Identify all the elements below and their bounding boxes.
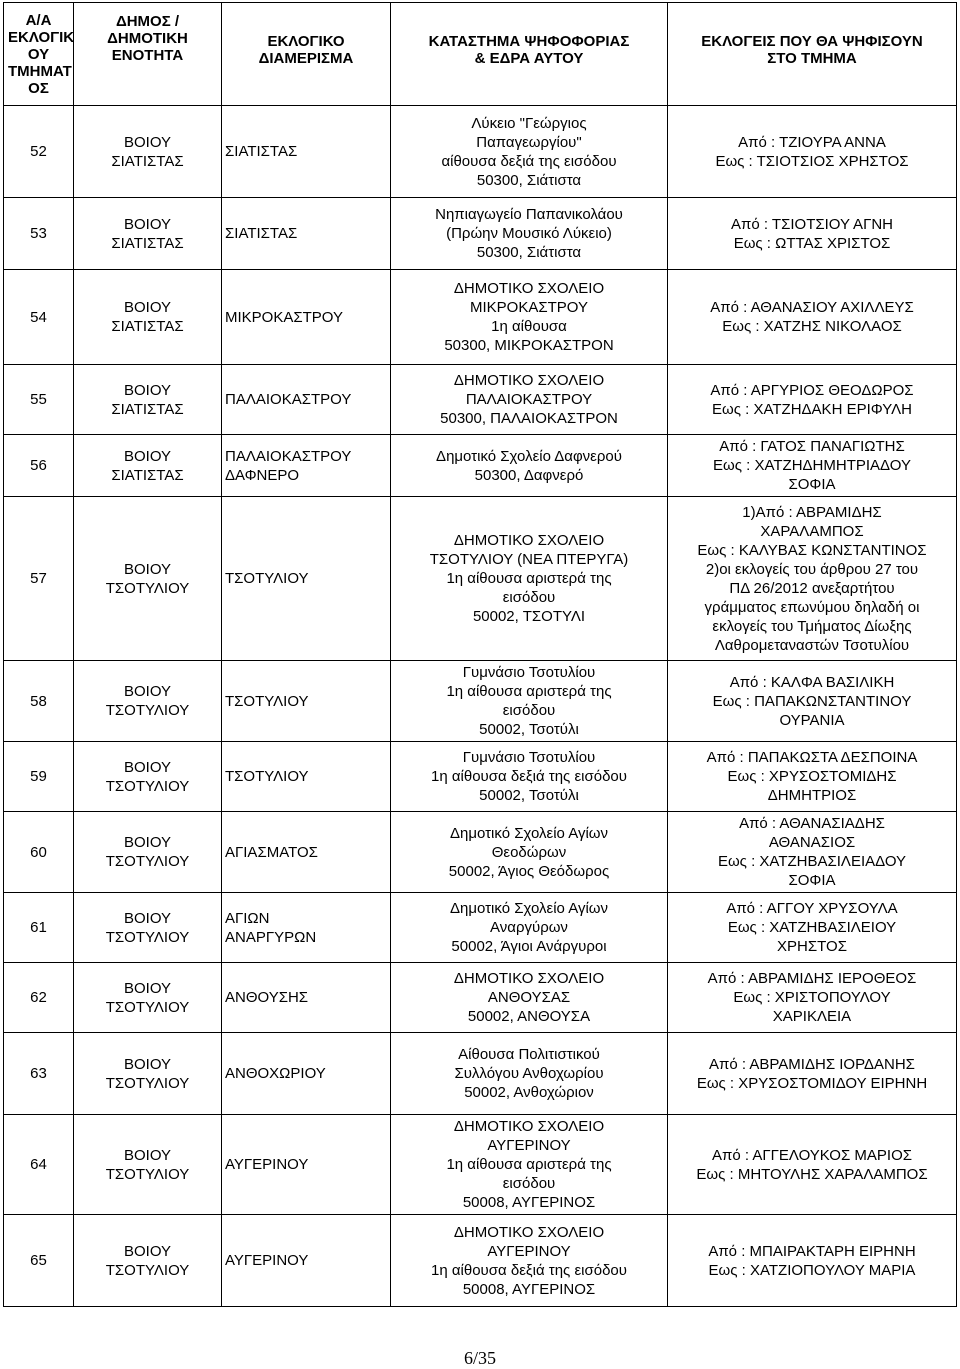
municipality-cell-line: ΣΙΑΤΙΣΤΑΣ	[111, 318, 184, 335]
district-cell	[222, 1115, 391, 1215]
store-cell	[391, 365, 668, 435]
district-cell-line: ΣΙΑΤΙΣΤΑΣ	[225, 143, 298, 160]
store-cell-line: Δημοτικό Σχολείο Δαφνερού	[436, 447, 622, 465]
voters-cell-line: Εως : ΧΑΤΖΗΔΑΚΗ ΕΡΙΦΥΛΗ	[712, 400, 912, 418]
store-cell-line: 1η αίθουσα δεξιά της εισόδου	[431, 1261, 627, 1279]
voters-cell-line: 1)Από : ΑΒΡΑΜΙΔΗΣ	[742, 503, 882, 521]
voters-cell-line: Εως : ΧΡΥΣΟΣΤΟΜΙΔΗΣ	[727, 768, 897, 785]
table-header-row	[4, 3, 957, 106]
municipality-cell-line: ΤΣΟΤΥΛΙΟΥ	[105, 579, 190, 597]
store-cell-line: ΔΗΜΟΤΙΚΟ ΣΧΟΛΕΙΟ	[453, 280, 605, 297]
voters-cell	[668, 198, 957, 270]
aa-cell: 54	[4, 270, 74, 365]
municipality-cell-line: ΤΣΟΤΥΛΙΟΥ	[105, 998, 190, 1016]
store-cell	[391, 963, 668, 1033]
municipality-cell	[74, 1215, 222, 1307]
voters-cell-line: Εως : ΚΑΛΥΒΑΣ ΚΩΝΣΤΑΝΤΙΝΟΣ	[697, 541, 927, 559]
voters-cell	[668, 1215, 957, 1307]
store-cell-line: ΤΣΟΤΥΛΙΟΥ (ΝΕΑ ΠΤΕΡΥΓΑ)	[429, 551, 629, 568]
store-cell-line: ΑΥΓΕΡΙΝΟΥ	[487, 1137, 571, 1154]
aa-cell: 64	[4, 1115, 74, 1215]
voters-cell	[668, 742, 957, 812]
store-cell-line: Δημοτικό Σχολείο Αγίων	[450, 824, 608, 842]
voters-cell-line: Από : ΤΣΙΟΤΣΙΟΥ ΑΓΝΗ	[731, 215, 893, 233]
store-cell-line: εισόδου	[502, 1175, 556, 1192]
voters-cell-line: Από : ΑΡΓΥΡΙΟΣ ΘΕΟΔΩΡΟΣ	[710, 381, 914, 399]
voters-cell-line: Εως : ΧΑΤΖΗΣ ΝΙΚΟΛΑΟΣ	[722, 318, 902, 335]
store-cell-line: 50002, Τσοτύλι	[479, 721, 579, 738]
district-cell	[222, 497, 391, 661]
aa-cell: 55	[4, 365, 74, 435]
aa-cell: 60	[4, 812, 74, 893]
district-cell-line: ΑΝΑΡΓΥΡΩΝ	[225, 928, 317, 946]
district-cell-line: ΑΝΘΟΧΩΡΙΟΥ	[225, 1065, 326, 1082]
municipality-cell	[74, 270, 222, 365]
store-cell	[391, 1115, 668, 1215]
district-cell-line: ΑΥΓΕΡΙΝΟΥ	[225, 1156, 309, 1173]
municipality-cell	[74, 963, 222, 1033]
store-cell-line: 50300, Σιάτιστα	[476, 171, 582, 189]
municipality-cell	[74, 812, 222, 893]
header-aa: Α/Α ΕΚΛΟΓΙΚ ΟΥ ΤΜΗΜΑΤ ΟΣ	[4, 3, 74, 106]
district-cell	[222, 365, 391, 435]
aa-cell: 58	[4, 661, 74, 742]
voters-cell-line: Από : ΜΠΑΙΡΑΚΤΑΡΗ ΕΙΡΗΝΗ	[708, 1242, 916, 1260]
district-cell	[222, 661, 391, 742]
page-number: 6/35	[463, 1348, 496, 1368]
table-row	[4, 1215, 957, 1307]
district-cell	[222, 812, 391, 893]
aa-cell: 59	[4, 742, 74, 812]
header-municipality: ΔΗΜΟΣ / ΔΗΜΟΤΙΚΗ ΕΝΟΤΗΤΑ	[74, 3, 222, 106]
municipality-cell-line: ΒΟΙΟΥ	[123, 1055, 172, 1073]
voters-cell	[668, 435, 957, 497]
municipality-cell	[74, 1033, 222, 1115]
district-cell-line: ΜΙΚΡΟΚΑΣΤΡΟΥ	[225, 308, 343, 326]
district-cell-line: ΑΝΘΟΥΣΗΣ	[225, 989, 309, 1006]
municipality-cell-line: ΒΟΙΟΥ	[123, 133, 172, 151]
table-row	[4, 742, 957, 812]
table-row	[4, 963, 957, 1033]
voters-cell-line: Εως : ΧΡΥΣΟΣΤΟΜΙΔΟΥ ΕΙΡΗΝΗ	[696, 1074, 928, 1092]
store-cell-line: Θεοδώρων	[491, 843, 567, 861]
voters-cell-line: ΣΟΦΙΑ	[788, 476, 836, 493]
voters-cell-line: Εως : ΜΗΤΟΥΛΗΣ ΧΑΡΑΛΑΜΠΟΣ	[696, 1165, 928, 1183]
store-cell	[391, 1215, 668, 1307]
store-cell-line: ΔΗΜΟΤΙΚΟ ΣΧΟΛΕΙΟ	[453, 1223, 605, 1241]
store-cell-line: Συλλόγου Ανθοχωρίου	[454, 1065, 604, 1082]
voters-cell	[668, 497, 957, 661]
aa-cell: 65	[4, 1215, 74, 1307]
municipality-cell	[74, 106, 222, 198]
municipality-cell-line: ΣΙΑΤΙΣΤΑΣ	[111, 234, 184, 252]
voters-cell	[668, 106, 957, 198]
store-cell-line: ΔΗΜΟΤΙΚΟ ΣΧΟΛΕΙΟ	[453, 1118, 605, 1135]
voters-cell-line: Εως : ΤΣΙΟΤΣΙΟΣ ΧΡΗΣΤΟΣ	[715, 152, 909, 170]
municipality-cell-line: ΣΙΑΤΙΣΤΑΣ	[111, 400, 184, 418]
municipality-cell	[74, 661, 222, 742]
header-district: ΕΚΛΟΓΙΚΟ ΔΙΑΜΕΡΙΣΜΑ	[222, 3, 391, 106]
store-cell-line: 50300, ΜΙΚΡΟΚΑΣΤΡΟΝ	[444, 337, 614, 354]
store-cell-line: ΜΙΚΡΟΚΑΣΤΡΟΥ	[470, 299, 588, 316]
aa-cell: 62	[4, 963, 74, 1033]
voters-cell	[668, 812, 957, 893]
municipality-cell-line: ΒΟΙΟΥ	[123, 909, 172, 927]
district-cell-line: ΠΑΛΑΙΟΚΑΣΤΡΟΥ	[225, 447, 352, 465]
store-cell-line: ΔΗΜΟΤΙΚΟ ΣΧΟΛΕΙΟ	[453, 532, 605, 549]
municipality-cell-line: ΒΟΙΟΥ	[123, 447, 172, 465]
store-cell-line: ΠΑΛΑΙΟΚΑΣΤΡΟΥ	[465, 391, 593, 408]
voters-cell-line: ΧΑΡΑΛΑΜΠΟΣ	[760, 522, 864, 540]
voters-cell-line: Από : ΑΓΓΕΛΟΥΚΟΣ ΜΑΡΙΟΣ	[711, 1146, 913, 1164]
district-cell	[222, 1033, 391, 1115]
municipality-cell-line: ΤΣΟΤΥΛΙΟΥ	[105, 1261, 190, 1279]
store-cell-line: 50008, ΑΥΓΕΡΙΝΟΣ	[462, 1194, 596, 1211]
store-cell	[391, 661, 668, 742]
store-cell-line: 50300, Σιάτιστα	[476, 244, 582, 261]
municipality-cell-line: ΒΟΙΟΥ	[123, 979, 172, 997]
store-cell-line: Γυμνάσιο Τσοτυλίου	[462, 664, 596, 681]
store-cell-line: 50002, Τσοτύλι	[479, 787, 579, 804]
store-cell-line: 50300, Δαφνερό	[474, 466, 584, 484]
district-cell-line: ΤΣΟΤΥΛΙΟΥ	[225, 570, 309, 587]
municipality-cell	[74, 1115, 222, 1215]
aa-cell: 56	[4, 435, 74, 497]
store-cell-line: Παπαγεωργίου"	[476, 133, 582, 151]
store-cell-line: εισόδου	[502, 702, 556, 719]
municipality-cell-line: ΒΟΙΟΥ	[123, 299, 172, 316]
voters-cell-line: Εως : ΧΑΤΖΗΔΗΜΗΤΡΙΑΔΟΥ	[713, 457, 911, 474]
store-cell-line: 50002, ΑΝΘΟΥΣΑ	[467, 1008, 591, 1025]
municipality-cell-line: ΒΟΙΟΥ	[123, 834, 172, 851]
aa-cell: 53	[4, 198, 74, 270]
store-cell-line: ΑΝΘΟΥΣΑΣ	[487, 989, 571, 1006]
district-cell	[222, 1215, 391, 1307]
voters-cell-line: Εως : ΧΡΙΣΤΟΠΟΥΛΟΥ	[733, 989, 891, 1006]
voters-cell-line: Από : ΚΑΛΦΑ ΒΑΣΙΛΙΚΗ	[729, 673, 895, 691]
municipality-cell	[74, 435, 222, 497]
municipality-cell-line: ΤΣΟΤΥΛΙΟΥ	[105, 1074, 190, 1092]
municipality-cell-line: ΤΣΟΤΥΛΙΟΥ	[105, 1165, 190, 1183]
table-row	[4, 893, 957, 963]
municipality-cell-line: ΒΟΙΟΥ	[123, 1242, 172, 1260]
store-cell-line: Αίθουσα Πολιτιστικού	[458, 1046, 600, 1063]
store-cell-line: Νηπιαγωγείο Παπανικολάου	[435, 206, 623, 223]
municipality-cell	[74, 742, 222, 812]
voters-cell-line: 2)οι εκλογείς του άρθρου 27 του	[705, 560, 919, 578]
voters-cell-line: Εως : ΩΤΤΑΣ ΧΡΙΣΤΟΣ	[733, 234, 891, 252]
store-cell-line: αίθουσα δεξιά της εισόδου	[441, 152, 617, 170]
voters-cell-line: ΑΘΑΝΑΣΙΟΣ	[768, 834, 856, 851]
voters-cell	[668, 365, 957, 435]
voters-cell-line: Από : ΑΒΡΑΜΙΔΗΣ ΙΕΡΟΘΕΟΣ	[707, 970, 917, 987]
district-cell	[222, 963, 391, 1033]
table-row	[4, 365, 957, 435]
table-row	[4, 661, 957, 742]
store-cell-line: Γυμνάσιο Τσοτυλίου	[462, 749, 596, 766]
voters-cell-line: Από : ΠΑΠΑΚΩΣΤΑ ΔΕΣΠΟΙΝΑ	[706, 749, 918, 766]
district-cell-line: ΤΣΟΤΥΛΙΟΥ	[225, 768, 309, 785]
municipality-cell-line: ΤΣΟΤΥΛΙΟΥ	[105, 928, 190, 946]
table-body	[4, 106, 957, 1307]
table-row	[4, 1115, 957, 1215]
district-cell	[222, 106, 391, 198]
store-cell	[391, 812, 668, 893]
district-cell	[222, 435, 391, 497]
voters-cell-line: ΧΑΡΙΚΛΕΙΑ	[772, 1008, 852, 1025]
voters-cell-line: ΠΔ 26/2012 ανεξαρτήτου	[729, 579, 895, 597]
municipality-cell	[74, 893, 222, 963]
district-cell	[222, 198, 391, 270]
store-cell-line: 1η αίθουσα	[491, 318, 567, 335]
store-cell-line: 50002, Άγιοι Ανάργυροι	[451, 938, 607, 955]
store-cell-line: 50002, Ανθοχώριον	[464, 1084, 594, 1101]
store-cell-line: Λύκειο "Γεώργιος	[471, 114, 587, 132]
municipality-cell-line: ΤΣΟΤΥΛΙΟΥ	[105, 777, 190, 795]
store-cell-line: 50002, ΤΣΟΤΥΛΙ	[472, 608, 586, 625]
district-cell-line: ΑΥΓΕΡΙΝΟΥ	[225, 1252, 309, 1269]
voters-cell-line: ΧΡΗΣΤΟΣ	[777, 938, 847, 955]
municipality-cell-line: ΤΣΟΤΥΛΙΟΥ	[105, 853, 190, 870]
municipality-cell	[74, 365, 222, 435]
header-store: ΚΑΤΑΣΤΗΜΑ ΨΗΦΟΦΟΡΙΑΣ & ΕΔΡΑ ΑΥΤΟΥ	[391, 3, 668, 106]
voters-cell-line: ΟΥΡΑΝΙΑ	[779, 711, 845, 729]
voters-cell	[668, 893, 957, 963]
store-cell-line: 1η αίθουσα αριστερά της	[446, 1156, 612, 1173]
store-cell	[391, 270, 668, 365]
voters-cell-line: Από : ΤΖΙΟΥΡΑ ΑΝΝΑ	[738, 133, 886, 151]
table-row	[4, 812, 957, 893]
municipality-cell-line: ΒΟΙΟΥ	[123, 381, 172, 399]
aa-cell: 57	[4, 497, 74, 661]
voters-cell-line: ΔΗΜΗΤΡΙΟΣ	[767, 787, 857, 804]
store-cell-line: Δημοτικό Σχολείο Αγίων	[450, 900, 608, 917]
table-row	[4, 106, 957, 198]
district-cell-line: ΔΑΦΝΕΡΟ	[225, 466, 300, 484]
voters-cell-line: Από : ΑΓΓΟΥ ΧΡΥΣΟΥΛΑ	[726, 900, 898, 917]
header-voters: ΕΚΛΟΓΕΙΣ ΠΟΥ ΘΑ ΨΗΦΙΣΟΥΝ ΣΤΟ ΤΜΗΜΑ	[668, 3, 957, 106]
district-cell	[222, 742, 391, 812]
table-row	[4, 198, 957, 270]
store-cell	[391, 497, 668, 661]
store-cell-line: 1η αίθουσα δεξιά της εισόδου	[431, 768, 627, 785]
voters-cell-line: Εως : ΧΑΤΖΗΒΑΣΙΛΕΙΟΥ	[727, 919, 897, 936]
voters-cell	[668, 661, 957, 742]
voters-cell-line: γράμματος επωνύμου δηλαδή οι	[704, 598, 920, 616]
municipality-cell-line: ΒΟΙΟΥ	[123, 683, 172, 700]
municipality-cell-line: ΒΟΙΟΥ	[123, 758, 172, 776]
municipality-cell-line: ΒΟΙΟΥ	[123, 560, 172, 578]
aa-cell: 63	[4, 1033, 74, 1115]
store-cell-line: 50008, ΑΥΓΕΡΙΝΟΣ	[462, 1280, 596, 1298]
store-cell-line: ΔΗΜΟΤΙΚΟ ΣΧΟΛΕΙΟ	[453, 970, 605, 987]
district-cell	[222, 270, 391, 365]
voters-cell-line: Εως : ΠΑΠΑΚΩΝΣΤΑΝΤΙΝΟΥ	[712, 692, 912, 710]
store-cell-line: Αναργύρων	[490, 919, 568, 936]
voters-cell-line: Από : ΓΑΤΟΣ ΠΑΝΑΓΙΩΤΗΣ	[719, 438, 905, 455]
voters-cell-line: Από : ΑΒΡΑΜΙΔΗΣ ΙΟΡΔΑΝΗΣ	[709, 1055, 915, 1073]
store-cell-line: εισόδου	[502, 589, 556, 606]
store-cell-line: 1η αίθουσα αριστερά της	[446, 683, 612, 700]
district-cell-line: ΠΑΛΑΙΟΚΑΣΤΡΟΥ	[225, 391, 352, 408]
voters-cell	[668, 1033, 957, 1115]
store-cell	[391, 742, 668, 812]
voters-cell-line: ΣΟΦΙΑ	[788, 872, 836, 889]
store-cell	[391, 435, 668, 497]
voters-cell-line: Από : ΑΘΑΝΑΣΙΟΥ ΑΧΙΛΛΕΥΣ	[710, 299, 914, 316]
store-cell-line: ΔΗΜΟΤΙΚΟ ΣΧΟΛΕΙΟ	[453, 372, 605, 389]
district-cell-line: ΣΙΑΤΙΣΤΑΣ	[225, 225, 298, 242]
aa-cell: 61	[4, 893, 74, 963]
store-cell	[391, 198, 668, 270]
municipality-cell-line: ΒΟΙΟΥ	[123, 215, 172, 233]
district-cell-line: ΑΓΙΑΣΜΑΤΟΣ	[225, 843, 318, 861]
municipality-cell	[74, 497, 222, 661]
polling-stations-table	[3, 2, 957, 1307]
table-row	[4, 270, 957, 365]
municipality-cell-line: ΣΙΑΤΙΣΤΑΣ	[111, 466, 184, 484]
municipality-cell-line: ΣΙΑΤΙΣΤΑΣ	[111, 152, 184, 170]
table-row	[4, 435, 957, 497]
store-cell	[391, 893, 668, 963]
store-cell	[391, 106, 668, 198]
voters-cell-line: εκλογείς του Τμήματος Δίωξης	[712, 617, 912, 635]
municipality-cell	[74, 198, 222, 270]
municipality-cell-line: ΒΟΙΟΥ	[123, 1146, 172, 1164]
store-cell	[391, 1033, 668, 1115]
district-cell-line: ΤΣΟΤΥΛΙΟΥ	[225, 692, 309, 710]
voters-cell-line: Εως : ΧΑΤΖΗΒΑΣΙΛΕΙΑΔΟΥ	[717, 853, 907, 870]
voters-cell-line: Εως : ΧΑΤΖΙΟΠΟΥΛΟΥ ΜΑΡΙΑ	[708, 1261, 916, 1279]
voters-cell	[668, 270, 957, 365]
store-cell-line: ΑΥΓΕΡΙΝΟΥ	[487, 1242, 571, 1260]
voters-cell	[668, 1115, 957, 1215]
store-cell-line: 50002, Άγιος Θεόδωρος	[448, 862, 610, 880]
store-cell-line: (Πρώην Μουσικό Λύκειο)	[446, 225, 612, 242]
voters-cell-line: Από : ΑΘΑΝΑΣΙΑΔΗΣ	[739, 815, 885, 832]
municipality-cell-line: ΤΣΟΤΥΛΙΟΥ	[105, 702, 190, 719]
voters-cell	[668, 963, 957, 1033]
table-row	[4, 1033, 957, 1115]
table-row	[4, 497, 957, 661]
store-cell-line: 50300, ΠΑΛΑΙΟΚΑΣΤΡΟΝ	[440, 410, 618, 427]
aa-cell: 52	[4, 106, 74, 198]
voters-cell-line: Λαθρομεταναστών Τσοτυλίου	[714, 636, 910, 654]
store-cell-line: 1η αίθουσα αριστερά της	[446, 570, 612, 587]
district-cell	[222, 893, 391, 963]
district-cell-line: ΑΓΙΩΝ	[225, 909, 270, 927]
